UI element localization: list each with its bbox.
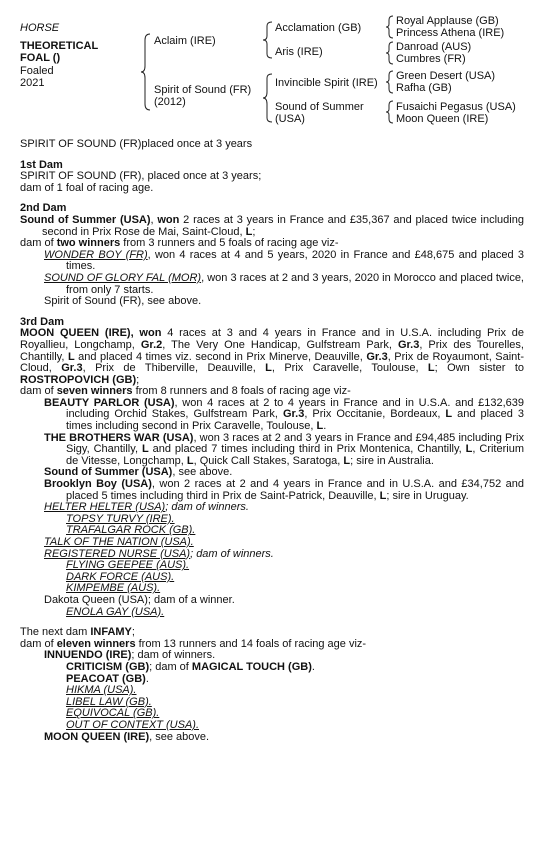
ggs-6: Rafha (GB) [396,82,452,94]
second-dam-won: won [157,213,180,226]
grand-flying-geepee: FLYING GEEPEE (AUS). [66,559,190,572]
brace-gen2-dam [262,72,274,124]
sire-name: Aclaim (IRE) [154,35,216,47]
first-dam-heading: 1st Dam [20,158,63,171]
dam-sire: Invincible Spirit (IRE) [275,77,378,89]
ggs-3: Danroad (AUS) [396,41,472,53]
brace-gen3-d [385,99,395,125]
produce-innuendo: INNUENDO (IRE); dam of winners. [44,649,216,662]
third-dam-produce: dam of seven winners from 8 runners and 8 foals of racing age viz- [20,385,351,398]
brace-gen2-sire [262,20,274,60]
second-dam-name: Sound of Summer (USA) [20,213,151,226]
grand-dark-force: DARK FORCE (AUS). [66,570,175,583]
produce-talk-of-the-nation: TALK OF THE NATION (USA). [44,536,194,548]
catalogue-page [20,139,524,743]
produce-registered-nurse: REGISTERED NURSE (USA); dam of winners. [44,547,274,560]
grand-criticism: CRITICISM (GB); dam of MAGICAL TOUCH (GB). [66,660,315,673]
next-dam-heading: The next dam INFAMY; [20,626,135,639]
foal-name: THEORETICAL FOAL () [20,40,99,64]
first-dam-line2: dam of 1 foal of racing age. [20,181,154,194]
produce-spirit-of-sound: Spirit of Sound (FR), see above. [44,295,202,308]
summary-line: SPIRIT OF SOUND (FR)placed once at 3 years [20,138,253,150]
produce-beauty-parlor: BEAUTY PARLOR (USA), won 4 races at 2 to 4 years in France and in U.S.A. and £132,639 including Orchid Stakes, Gulfstream Park, Gr.3, Prix Occitanie, Bordeaux, L and placed 3 times including second in Prix Caravelle, Toulouse, L. [44,396,525,433]
grand-libel-law: LIBEL LAW (GB). [66,695,152,708]
brace-gen1 [140,32,152,112]
grand-topsy-turvy: TOPSY TURVY (IRE). [66,512,175,525]
produce-sound-of-glory: SOUND OF GLORY FAL (MOR), won 3 races at 2 and 3 years, 2020 in Morocco and placed twice, from only 7 starts. [44,271,524,296]
second-dam-heading: 2nd Dam [20,202,67,215]
sire-dam: Aris (IRE) [275,46,323,58]
produce-helter-helter: HELTER HELTER (USA); dam of winners. [44,501,249,514]
dam-dam-line2: (USA) [275,113,305,125]
grand-trafalgar-rock: TRAFALGAR ROCK (GB). [66,524,196,537]
next-dam-produce: dam of eleven winners from 13 runners and 14 foals of racing age viz- [20,637,367,650]
grand-peacoat: PEACOAT (GB). [66,672,149,685]
ggs-4: Cumbres (FR) [396,53,466,65]
dam-name: Spirit of Sound (FR) [154,84,252,96]
produce-brooklyn-boy: Brooklyn Boy (USA), won 2 races at 2 and 4 years in France and in U.S.A. and £34,752 and placed 5 times including third in Prix de Saint-Patrick, Deauville, L; sire in Uruguay. [44,478,524,502]
second-dam-record: Sound of Summer (USA), won 2 races at 3 years in France and £35,367 and placed twice including second in Prix Rose de Mai, Saint-Cloud, L; [20,213,524,238]
dam-dam-line1: Sound of Summer [275,101,364,113]
sire-sire: Acclamation (GB) [275,22,362,34]
brace-gen3-a [385,14,395,40]
produce-wonder-boy: WONDER BOY (FR), won 4 races at 4 and 5 years, 2020 in France and £48,675 and placed 3 times. [44,248,524,273]
second-dam-produce: dam of two winners from 3 runners and 5 foals of racing age viz- [20,237,339,250]
grand-kimpembe: KIMPEMBE (AUS). [66,582,161,595]
third-dam-record: MOON QUEEN (IRE), won 4 races at 3 and 4 years in France and in U.S.A. including Prix de Royallieu, Longchamp, Gr.2, The Very One Handicap, Gulfstream Park, Gr.3, Prix des Tourelles, Chantilly, L and placed 4 times viz. second in Prix Minerve, Deauville, Gr.3, Prix de Royaumont, Saint-Cloud, Gr.3, Prix de Thiberville, Deauville, L, Prix Caravelle, Toulouse, L; Own sister to ROSTROPOVICH (GB); [20,327,524,386]
ggs-1: Royal Applause (GB) [396,15,499,27]
foaled-year: 2021 [20,77,45,89]
dam-year: (2012) [154,96,186,108]
produce-sound-of-summer: Sound of Summer (USA), see above. [44,466,233,479]
brace-gen3-c [385,69,395,95]
produce-moon-queen: MOON QUEEN (IRE), see above. [44,730,210,743]
produce-dakota-queen: Dakota Queen (USA); dam of a winner. [44,593,235,606]
ggs-2: Princess Athena (IRE) [396,27,505,39]
brace-gen3-b [385,40,395,66]
grand-equivocal: EQUIVOCAL (GB). [66,707,160,720]
third-dam-heading: 3rd Dam [20,315,65,328]
grand-out-of-context: OUT OF CONTEXT (USA). [66,718,200,731]
grand-enola-gay: ENOLA GAY (USA). [66,605,165,618]
foaled-label: Foaled [20,65,54,77]
ggs-7: Fusaichi Pegasus (USA) [396,101,516,113]
produce-the-brothers-war: THE BROTHERS WAR (USA), won 3 races at 2 and 3 years in France and £94,485 including Prix Sigy, Chantilly, L and placed 7 times including third in Prix Montenica, Chantilly, L, Criterium de Vitesse, Longchamp, L, Quick Call Stakes, Saratoga, L; sire in Australia. [44,431,524,467]
ggs-5: Green Desert (USA) [396,70,496,82]
ggs-8: Moon Queen (IRE) [396,113,489,125]
grand-hikma: HIKMA (USA). [66,684,137,697]
horse-label: HORSE [20,22,60,34]
first-dam-line1: SPIRIT OF SOUND (FR), placed once at 3 years; [20,170,262,183]
